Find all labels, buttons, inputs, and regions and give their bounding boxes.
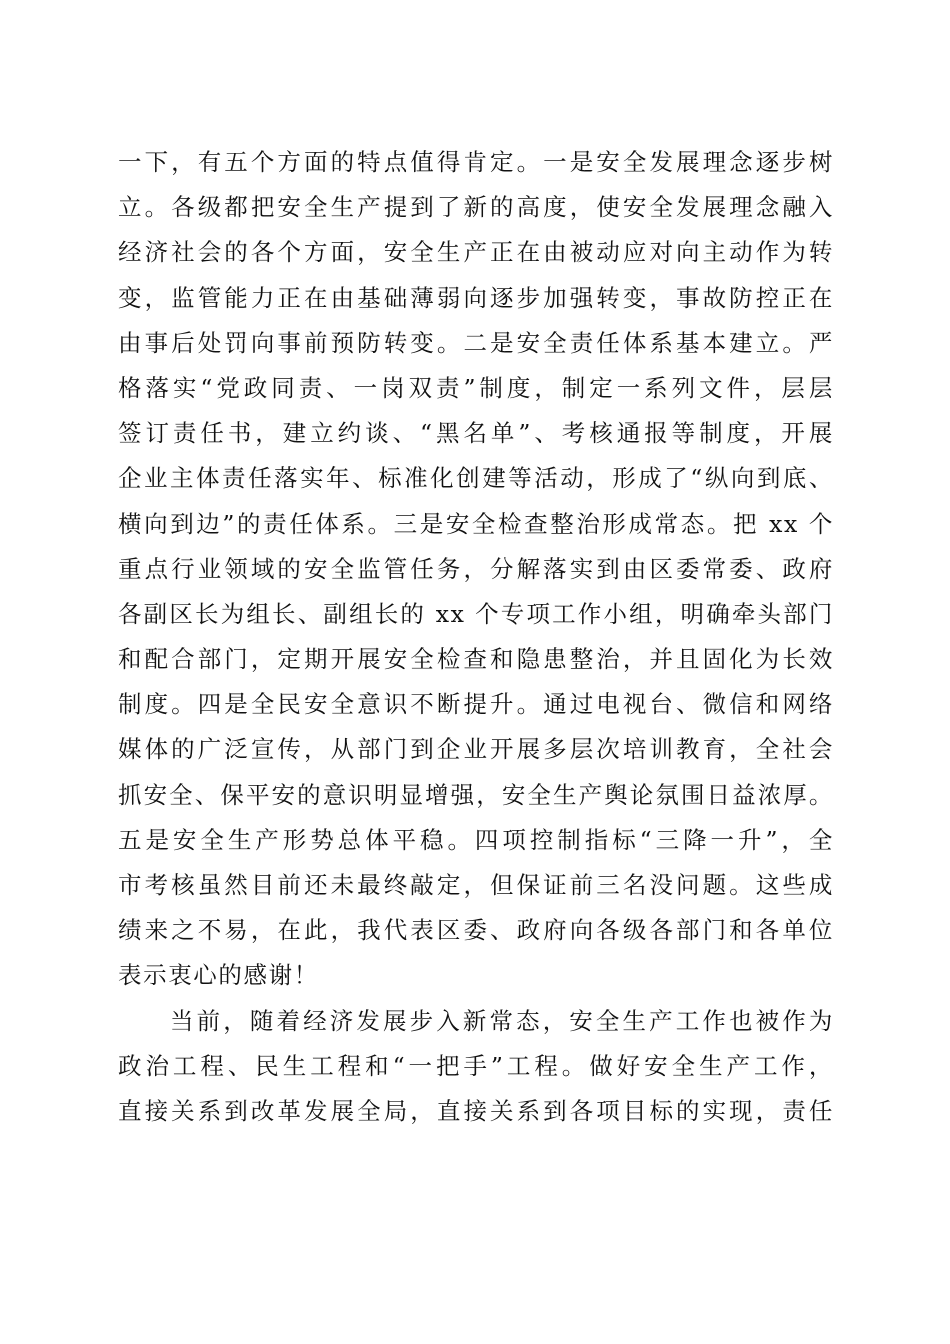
text-line: 一下，有五个方面的特点值得肯定。一是安全发展理念逐步树	[118, 148, 834, 176]
text-line: 企业主体责任落实年、标准化创建等活动，形成了“纵向到底、	[118, 464, 834, 493]
text-line: 重点行业领域的安全监管任务，分解落实到由区委常委、政府	[118, 554, 834, 583]
text-line: 变，监管能力正在由基础薄弱向逐步加强转变，事故防控正在	[118, 283, 834, 312]
text-line: 立。各级都把安全生产提到了新的高度，使安全发展理念融入	[118, 193, 834, 222]
text-line: 抓安全、保平安的意识明显增强，安全生产舆论氛围日益浓厚。	[118, 780, 834, 809]
text-line: 和配合部门，定期开展安全检查和隐患整治，并且固化为长效	[118, 645, 834, 674]
text-line: 经济社会的各个方面，安全生产正在由被动应对向主动作为转	[118, 238, 834, 267]
text-line: 市考核虽然目前还未最终敲定，但保证前三名没问题。这些成	[118, 871, 834, 899]
text-line: 表示衷心的感谢！	[118, 961, 319, 990]
text-line: 签订责任书，建立约谈、“黑名单”、考核通报等制度，开展	[118, 419, 834, 448]
text-line: 绩来之不易，在此，我代表区委、政府向各级各部门和各单位	[118, 916, 834, 945]
text-line: 政治工程、民生工程和“一把手”工程。做好安全生产工作，	[118, 1051, 834, 1080]
text-line: 格落实“党政同责、一岗双责”制度，制定一系列文件，层层	[118, 373, 834, 402]
text-line: 由事后处罚向事前预防转变。二是安全责任体系基本建立。严	[118, 328, 834, 357]
text-line: 横向到边”的责任体系。三是安全检查整治形成常态。把 xx 个	[118, 509, 834, 538]
text-line: 各副区长为组长、副组长的 xx 个专项工作小组，明确牵头部门	[118, 599, 834, 628]
text-line: 五是安全生产形势总体平稳。四项控制指标“三降一升”，全	[118, 825, 834, 854]
text-line: 制度。四是全民安全意识不断提升。通过电视台、微信和网络	[118, 690, 834, 719]
text-line: 媒体的广泛宣传，从部门到企业开展多层次培训教育，全社会	[118, 735, 834, 764]
text-line: 直接关系到改革发展全局，直接关系到各项目标的实现，责任	[118, 1096, 834, 1125]
body-text	[118, 140, 834, 1134]
paragraph-current-situation	[118, 999, 834, 1135]
paragraph-achievements	[118, 140, 834, 999]
text-line: 当前，随着经济发展步入新常态，安全生产工作也被作为	[170, 1006, 834, 1035]
